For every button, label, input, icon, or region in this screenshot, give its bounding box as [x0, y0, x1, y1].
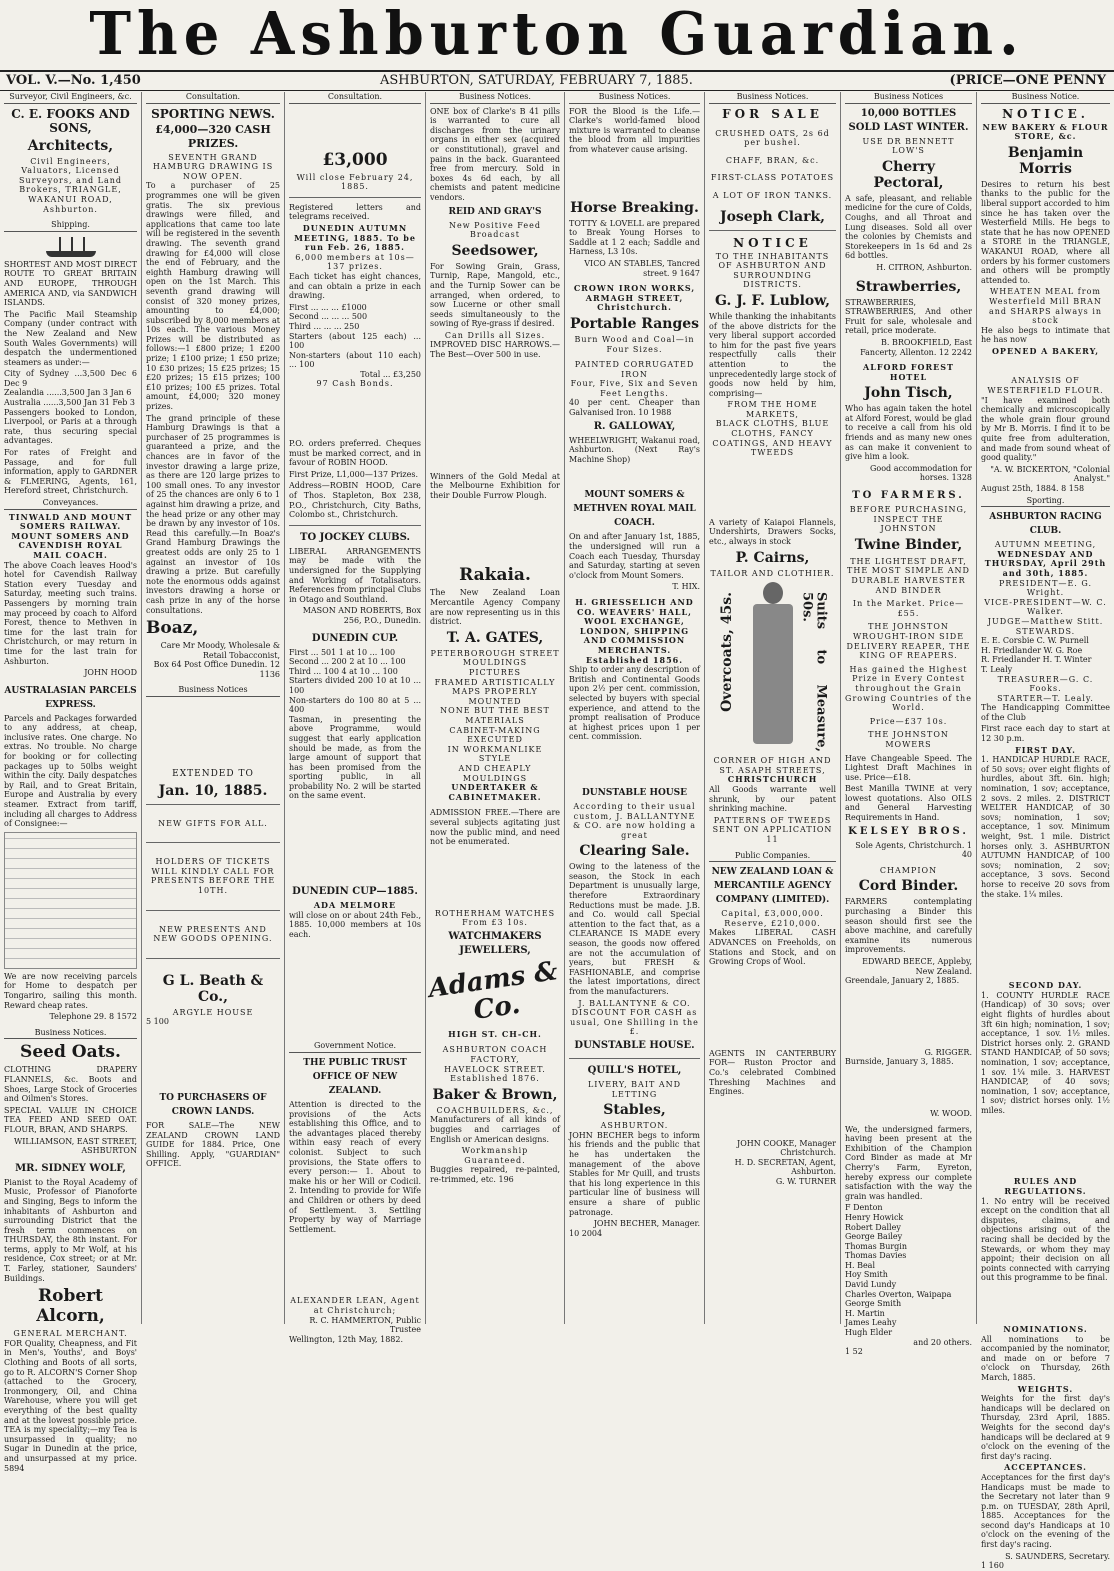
highest-prize: Has gained the Highest Prize in Every Contest throughout the Grain Growing Countries of the World. — [845, 664, 972, 713]
autumn-meeting: AUTUMN MEETING, — [994, 540, 1097, 550]
lublow-name: G. J. F. Lublow, — [714, 292, 831, 309]
suits-price: Suits to Measure, 50s. — [799, 592, 829, 753]
greendale-date: Greendale, January 2, 1885. — [845, 976, 960, 986]
baker-sub: COACHBUILDERS, &c., — [436, 1105, 554, 1115]
gates-line: MOULDINGS — [462, 773, 528, 783]
meeting-dates: WEDNESDAY AND THURSDAY, April 29th and 30th, 1885. — [984, 548, 1107, 578]
farmer-name: James Leahy — [845, 1318, 897, 1328]
trust-body: Attention is directed to the provisions of the Acts establishing this Office, and to the advantages placed thereby within easy reach of every colonist. Subject to such provisions, the State offers to every person:— 1. About to make his or her Will or Codicil. 2. Intending to provide for Wife and Children or others by deed of Settlement. 3. Settling Property by way of Marriage Settlement. — [289, 1100, 421, 1234]
ad-number: 1 160 — [981, 1561, 1004, 1571]
rules-head: RULES AND REGULATIONS. — [1004, 1176, 1087, 1197]
farmer-name: George Smith — [845, 1299, 902, 1309]
handicapping: The Handicapping Committee of the Club — [981, 703, 1110, 722]
new-gifts: NEW GIFTS FOR ALL. — [158, 818, 268, 828]
cup-table-row: Starters divided 200 10 at 10 ... 100 — [289, 676, 421, 695]
reid-sub: New Positive Feed Broadcast — [449, 220, 541, 240]
seedsower: Seedsower, — [451, 242, 539, 259]
steward-row: H. Friedlander W. G. Roe — [981, 645, 1083, 655]
citron: H. CITRON, Ashburton. — [876, 262, 972, 272]
strawberries-body: STRAWBERRIES, STRAWBERRIES, And other Fruit for sale, wholesale and retail, price moderate. — [845, 297, 972, 336]
alcorn-sub: GENERAL MERCHANT. — [13, 1329, 128, 1339]
wolf-name: MR. SIDNEY WOLF, — [15, 1162, 126, 1174]
vice-president: VICE-PRESIDENT—W. C. Walker. — [984, 597, 1107, 617]
bottles-sold: 10,000 BOTTLES SOLD LAST WINTER. — [848, 107, 969, 133]
clarke-pills: ONE box of Clarke's B 41 pills is warranted to cure all discharges from the urinary organs in either sex (acquired or constitutional), gravel and pains in the back. Guaranteed free from mercury. Sold in boxes 4s 6d each, by all chemists and patent medicine vendors. — [430, 106, 560, 202]
adams-logo: Adams & Co. — [426, 956, 560, 1026]
lean-agent: ALEXANDER LEAN, Agent at Christchurch; — [290, 1296, 420, 1315]
kelsey-sub: Sole Agents, Christchurch. 1 40 — [855, 840, 972, 860]
boaz-sub: Care Mr Moody, Wholesale & Retail Tobacconist, — [160, 641, 280, 660]
volume-number: VOL. V.—No. 1,450 — [6, 73, 141, 88]
first-day: FIRST DAY. — [1015, 744, 1076, 755]
ad-number: 10 2004 — [569, 1228, 603, 1238]
president: PRESIDENT—E. G. Wright. — [998, 578, 1093, 598]
before-purchasing: BEFORE PURCHASING, INSPECT THE JOHNSTON — [849, 505, 968, 534]
strawberries: Strawberries, — [855, 278, 962, 295]
dunstable-body: According to their usual custom, J. BALLANTYNE & CO. are now holding a great — [573, 801, 696, 840]
business-head: Business Notices. — [4, 1028, 137, 1040]
farmer-name: H. Martin — [845, 1308, 885, 1318]
parcels-head: AUSTRALASIAN PARCELS EXPRESS. — [4, 685, 137, 710]
workmanship: Workmanship Guaranteed. — [461, 1146, 529, 1165]
fooks-subtitle: Architects, — [27, 137, 114, 154]
vico-stables: VICO AN STABLES, Tancred street. 9 1647 — [584, 258, 700, 278]
baker-brown: Baker & Brown, — [432, 1086, 558, 1103]
john-cooke: JOHN COOKE, Manager Christchurch. — [737, 1138, 836, 1158]
clothing-note: CLOTHING DRAPERY FLANNELS, &c. Boots and Shoes, Large Stock of Groceries and Oilmen's Stores. — [4, 1065, 137, 1104]
pacific-mail: The Pacific Mail Steamship Company (under contract with the New Zealand and New South Wales Governments) will despatch the undermentioned steamers as under:— — [4, 309, 137, 367]
jockey-clubs: TO JOCKEY CLUBS. — [300, 531, 410, 543]
lightest-draft: THE LIGHTEST DRAFT, THE MOST SIMPLE AND DURABLE HARVESTER AND BINDER — [847, 556, 970, 595]
public-cos-head: Public Companies. — [709, 851, 836, 863]
sporting-news: SPORTING NEWS. — [151, 106, 275, 121]
dateline — [0, 70, 1114, 91]
racing-club: ASHBURTON RACING CLUB. — [989, 512, 1102, 537]
liberal-arrangements: LIBERAL ARRANGEMENTS may be made with the undersigned for the Supplying and Working of Totalisators. References from principal Clubs in Otago and Southland. — [289, 546, 421, 604]
cash-prizes: £4,000—320 CASH PRIZES. — [155, 122, 271, 150]
farmer-name: H. Beal — [845, 1260, 876, 1270]
price: (PRICE—ONE PENNY — [949, 73, 1106, 88]
members-note: 6,000 members at 10s—137 prizes. — [295, 252, 415, 272]
burnside-date: Burnside, January 3, 1885. — [845, 1057, 954, 1067]
hood-signature: JOHN HOOD — [84, 668, 137, 678]
fooks-body: Civil Engineers, Valuators, Licensed Surveyors, and Land Brokers, TRIANGLE, WAKANUI ROAD, Ashburton. — [18, 156, 122, 214]
griesselich: H. GRIESSELICH AND CO. WEAVERS' HALL, WOOL EXCHANGE, LONDON, SHIPPING AND COMMISSION MERCHANTS. Established 1856. — [575, 597, 694, 665]
beath-name: G L. Beath & Co., — [162, 972, 264, 1005]
wheaten-meal: WHEATEN MEAL from Westerfield Mill BRAN and SHARPS always in stock — [988, 287, 1103, 326]
extended-date: Jan. 10, 1885. — [158, 782, 268, 799]
each-ticket: Each ticket has eight chances, and can obtain a prize in each drawing. — [289, 271, 421, 301]
acceptances-head: ACCEPTANCES. — [1004, 1462, 1087, 1473]
extended-to: EXTENDED TO — [172, 769, 254, 780]
notice: NOTICE. — [1002, 106, 1089, 121]
becher-signature: JOHN BECHER, Manager. — [593, 1219, 700, 1229]
shortest-route: SHORTEST AND MOST DIRECT ROUTE TO GREAT BRITAIN AND EUROPE, THROUGH AMERICA AND, via SANDWICH ISLANDS. — [4, 259, 137, 308]
gates-line: AND CHEAPLY — [458, 763, 532, 773]
baker-body: Manufacturers of all kinds of buggies and carriages of English or American designs. — [430, 1115, 560, 1144]
discount: DISCOUNT FOR CASH as usual, One Shilling in the £. — [570, 1008, 699, 1037]
treasurer: TREASURER—G. C. Fooks. — [997, 674, 1094, 694]
signed-testimonial: We, the undersigned farmers, having been present at the Exhibition of the Champion Cord Binder as made at Mr Cherry's Farm, Eyreton, hereby express our complete satisfaction with the way the grain was handled. — [845, 1124, 972, 1201]
cup-row: Total ... £3,250 — [360, 369, 421, 379]
rigger-signature: G. RIGGER. — [924, 1047, 972, 1057]
winners-note: Winners of the Gold Medal at the Melbourne Exhibition for their Double Furrow Plough. — [430, 471, 560, 500]
to-inhabitants: TO THE INHABITANTS OF ASHBURTON AND SURROUNDING DISTRICTS. — [715, 251, 830, 290]
patterns: PATTERNS OF TWEEDS SENT ON APPLICATION 11 — [712, 815, 833, 844]
turner: G. W. TURNER — [775, 1177, 836, 1187]
cup-row: Non-starters (about 110 each) ... 100 — [289, 350, 421, 370]
mount-somers-coach: MOUNT SOMERS & METHVEN ROYAL MAIL COACH. — [573, 490, 696, 529]
griesselich-body: Ship to order any description of British and Continental Goods upon 2½ per cent. commission, selected by buyers with special experience, and attend to the prompt realisation of Produce at highest prices upon 1 per cent. commission. — [569, 665, 700, 742]
section-head: Consultation. — [146, 92, 280, 104]
portable-sub: Burn Wood and Coal—in Four Sizes. — [574, 334, 695, 354]
column-5 — [564, 92, 704, 1324]
column-8 — [976, 92, 1114, 1571]
home-markets: FROM THE HOME MARKETS, — [727, 400, 818, 419]
price-reaper: Price—£37 10s. — [869, 716, 948, 726]
farmer-name: Henry Howick — [845, 1212, 904, 1222]
tinwald-head: TINWALD AND MOUNT SOMERS RAILWAY. — [8, 511, 133, 532]
races-day-1: 1. HANDICAP HURDLE RACE, of 50 sovs; over eight flights of hurdles, about 3ft. 6in. high; nomination, 1 sov; acceptance, 2 sovs. 2 miles. 2. DISTRICT WELTER HANDICAP, of 30 sovs; nomination, 1 sov; acceptance, 1 sov. Minimum weight, 9st. 1 mile. District horses only. 3. ASHBURTON AUTUMN HANDICAP, of 100 sovs; nomination, 2 sov; acceptance, 3 sovs. Second horse to receive 20 sovs from the stake. 1¼ miles. — [981, 755, 1110, 899]
tariff-note: We are now receiving parcels for Home to despatch per Tongariro, sailing this month. Reward cheap rates. — [4, 971, 137, 1010]
champion: CHAMPION — [879, 865, 938, 875]
coat-illustration — [718, 582, 829, 753]
steamer-row: Zealandia ......3,500 Jan 3 Jan 6 — [4, 388, 132, 398]
wolf-body: Pianist to the Royal Academy of Music, Professor of Pianoforte and Singing, Begs to inform the inhabitants of Ashburton and surrounding District that the fresh term commences on THURSDAY, the 8th instant. For terms, apply to Mr Wolf, at his residence, Cox street; or at Mr. T. Farley, stationer, Saunders' Buildings. — [4, 1177, 137, 1283]
saunders-signature: S. SAUNDERS, Secretary. — [1005, 1551, 1110, 1561]
gates-line: MAPS PROPERLY MOUNTED — [452, 687, 538, 706]
steamer-row: Australia ......3,500 Jan 31 Feb 3 — [4, 398, 135, 408]
gates-line: CABINET-MAKING EXECUTED — [449, 725, 541, 745]
totty-lovell: TOTTY & LOVELL are prepared to Break Young Horses to Saddle at 1 2 each; Saddle and Harness, L3 10s. — [569, 218, 700, 257]
column-4 — [425, 92, 564, 1324]
nominations-body: All nominations to be accompanied by the nominator, and made on or before 7 o'clock on Thursday, 26th March, 1885. — [981, 1334, 1110, 1382]
benjamin-morris: Benjamin Morris — [1007, 144, 1084, 177]
lublow-body: While thanking the inhabitants of the above districts for the very liberal support accorded to him for the past five years respectfully calls their attention to the unprecedentedly large stock of goods now held by him, comprising— — [709, 311, 836, 398]
fooks-title: C. E. FOOKS AND SONS, — [11, 106, 130, 135]
buggies: Buggies repaired, re-painted, re-trimmed, etc. 196 — [430, 1165, 560, 1184]
starter: STARTER—T. Lealy. — [997, 693, 1094, 703]
hamburg-head: SEVENTH GRAND HAMBURG DRAWING IS NOW OPEN. — [152, 152, 274, 181]
johnston-mowers: THE JOHNSTON MOWERS — [868, 730, 949, 749]
masthead-title: The Ashburton Guardian. — [89, 0, 1025, 69]
crown-iron: CROWN IRON WORKS, ARMAGH STREET, Christchurch. — [573, 283, 696, 313]
alcorn-name: Robert Alcorn, — [36, 1286, 105, 1327]
clarke-blood: FOR the Blood is the Life.—Clarke's world-famed blood mixture is warranted to cleanse the blood from all impurities from whatever cause arising. — [569, 106, 700, 154]
tasman-note: Tasman, in presenting the above Programme, would suggest that early application should be made, as from the large amount of support that has been promised from the sporting public, in all probability No. 2 will be started on the same event. — [289, 714, 421, 801]
closes-date: Will close February 24, 1885. — [296, 172, 414, 192]
admission-free: ADMISSION FREE.—There are several subjects agitating just now the public mind, and need not be enumerated. — [430, 808, 560, 847]
stewards-head: STEWARDS. — [1015, 626, 1076, 636]
corrugated-sub: Four, Five, Six and Seven Feet Lengths. — [570, 379, 699, 398]
beath-sub: ARGYLE HOUSE — [172, 1007, 254, 1017]
twine-binder: Twine Binder, — [854, 536, 963, 553]
reid-body: For Sowing Grain, Grass, Turnip, Rape, Mangold, etc., and the Turnip Sower can be arranged, when ordered, to sow Lucerne or other small seeds simultaneously to the sowing of Rye-grass if desired. — [430, 261, 560, 329]
corrugated: PAINTED CORRUGATED IRON — [574, 360, 695, 379]
cup-row: Starters (about 125 each) ... 100 — [289, 331, 421, 351]
hix: T. HIX. — [672, 582, 700, 592]
chaff-bran: CHAFF, BRAN, &c. — [725, 155, 820, 165]
horse-breaking: Horse Breaking. — [570, 199, 699, 216]
first-race: First race each day to start at 12 30 p.m. — [981, 724, 1110, 744]
gates-line: PICTURES — [468, 668, 522, 677]
stables: Stables, — [603, 1102, 666, 1119]
gates-line: NONE BUT THE BEST MATERIALS — [440, 706, 550, 725]
cup-table-row: Third ... 100 4 at 10 ... 100 — [289, 666, 398, 676]
steward-row: R. Friedlander H. T. Winter — [981, 655, 1092, 665]
farmer-name: F Denton — [845, 1203, 883, 1213]
farmer-name: Robert Dalley — [845, 1222, 901, 1232]
wellington-date: Wellington, 12th May, 1882. — [289, 1334, 404, 1344]
section-head: Business Notices. — [430, 92, 560, 104]
farmer-name: Charles Overton, Waipapa — [845, 1289, 952, 1299]
cup-row: First ... ... ... £1000 — [289, 302, 367, 312]
corner-streets: CORNER OF HIGH AND ST. ASAPH STREETS, — [713, 756, 832, 775]
shrunk-note: All Goods warrante well shrunk, by our patent shrinking machine. — [709, 785, 836, 814]
business-head: Business Notices — [146, 685, 280, 697]
dunedin-autumn: DUNEDIN AUTUMN MEETING, 1885. To be run Feb. 26, 1885. — [294, 222, 416, 253]
passengers-note: Passengers booked to London, Liverpool, or Paris at a through rate, thus securing special advantages. — [4, 407, 137, 446]
gates-name: T. A. GATES, — [446, 629, 544, 646]
august-date: August 25th, 1884. 8 158 — [981, 484, 1085, 493]
column-1 — [0, 92, 141, 1473]
good-accommodation: Good accommodation for horses. 1328 — [870, 463, 972, 483]
coach-factory: ASHBURTON COACH FACTORY, — [442, 1045, 548, 1065]
portable-ranges: Portable Ranges — [569, 315, 700, 332]
column-3 — [284, 92, 425, 1344]
farmer-name: Thomas Davies — [845, 1251, 907, 1261]
parcels-body: Parcels and Packages forwarded to any address, at cheap, inclusive rates. One charge. No extras. No trouble. No charge for booking or for collecting packages up to 50lbs weight within the city. Daily despatches by Rail, and to Great Britain, Europe and Australia by every steamer. Extract from tariff, including all charges to Address of Consignee:— — [4, 713, 137, 829]
crushed-oats: CRUSHED OATS, 2s 6d per bushel. — [715, 128, 830, 148]
tariff-table — [4, 832, 137, 969]
new-presents: NEW PRESENTS AND NEW GOODS OPENING. — [153, 924, 273, 944]
cherry-body: A safe, pleasant, and reliable medicine for the cure of Colds, Coughs, and all Throat and Lung diseases. Sold all over the colonies by Chemists and Storekeepers in 1s 6d and 2s 6d bottles. — [845, 193, 972, 261]
weights-body: Weights for the first day's handicaps will be declared on Thursday, 23rd April, 1885. Weights for the second day's handicaps will be declared at 9 o'clock on the evening of the first day's racing. — [981, 1394, 1110, 1461]
seed-oats: Seed Oats. — [20, 1042, 121, 1063]
rakaia: Rakaia. — [459, 565, 531, 586]
farmer-name: George Bailey — [845, 1232, 903, 1242]
cheaper: 40 per cent. Cheaper than Galvanised Iron. 10 1988 — [569, 398, 700, 418]
secretan: H. D. SECRETAN, Agent, Ashburton. — [734, 1157, 836, 1177]
prize-amount: £3,000 — [322, 149, 388, 170]
coach-body: On and after January 1st, 1885, the undersigned will run a Coach each Tuesday, Thursday and Saturday, starting at seven o'clock from Mount Somers. — [569, 532, 700, 580]
iron-tanks: A LOT OF IRON TANKS. — [712, 190, 833, 200]
kelsey-bros: KELSEY BROS. — [848, 825, 969, 837]
improved-harrows: IMPROVED DISC HARROWS.—The Best—Over 500 in use. — [430, 340, 560, 360]
section-head: Surveyor, Civil Engineers, &c. — [4, 92, 137, 104]
govt-head: Government Notice. — [289, 1041, 421, 1053]
gates-line: MOULDINGS — [462, 658, 528, 668]
christchurch: CHRISTCHURCH — [727, 774, 818, 785]
gates-line: FRAMED ARTISTICALLY — [434, 677, 556, 687]
and-others: and 20 others. — [913, 1337, 972, 1347]
for-sale: FOR SALE — [722, 106, 823, 121]
special-value: SPECIAL VALUE IN CHOICE TEA FEED AND SEED OAT. FLOUR, BRAN, AND SHARPS. — [4, 1105, 137, 1134]
cup-table-row: First ... 501 1 at 10 ... 100 — [289, 647, 396, 657]
reid-gray: REID AND GRAY'S — [448, 206, 542, 217]
robin-hood-address: Address—ROBIN HOOD, Care of Thos. Stapleton, Box 238, P.O., Christchurch, City Baths, Colombo st., Christchurch. — [289, 481, 421, 520]
dunstable-house-2: DUNSTABLE HOUSE. — [574, 1039, 695, 1051]
cup-row: Third ... ... ... 250 — [289, 321, 360, 331]
capital: Capital, £3,000,000. Reserve, £210,000. — [721, 909, 824, 928]
agents-canterbury: AGENTS IN CANTERBURY FOR— Ruston Proctor and Co.'s celebrated Combined Threshing Machines and Engines. — [709, 1048, 836, 1097]
wrought-iron-reaper: THE JOHNSTON WROUGHT-IRON SIDE DELIVERY REAPER, THE KING OF REAPERS. — [846, 622, 971, 661]
havelock: HAVELOCK STREET. Established 1876. — [444, 1064, 546, 1084]
john-tisch: John Tisch, — [864, 385, 953, 402]
mount-somers-head: MOUNT SOMERS AND CAVENDISH ROYAL MAIL COACH. — [11, 530, 130, 560]
first-prize: First Prize, L1,000—137 Prizes. — [289, 469, 418, 479]
galloway-sub: WHEELWRIGHT, Wakanui road, Ashburton. (Next Ray's Machine Shop) — [569, 435, 700, 464]
price-binder: In the Market. Price—£55. — [852, 599, 965, 618]
notice: NOTICE — [733, 235, 812, 250]
weights-head: WEIGHTS. — [1017, 1383, 1074, 1394]
second-day: SECOND DAY. — [1008, 980, 1083, 991]
morris-body: Desires to return his best thanks to the public for the liberal support accorded to him since he has taken over the Westerfield Mills. He begs to state that he has now OPENED a STORE in the TRIANGLE, WAKANUI ROAD, where all orders by his former customers and others will be promptly attended to. — [981, 179, 1110, 285]
rotherham-watches: ROTHERHAM WATCHES From £3 10s. — [434, 908, 556, 928]
judge: JUDGE—Matthew Stitt. — [987, 616, 1104, 626]
alford-forest: ALFORD FOREST HOTEL — [863, 362, 954, 382]
rakaia-body: The New Zealand Loan Mercantile Agency Company are now representing us in this district. — [430, 588, 560, 627]
tisch-body: Who has again taken the hotel at Alford Forest, would be glad to receive a call from his old friends and as many new ones as can make it convenient to give him a look. — [845, 404, 972, 462]
bickerton: "A. W. BICKERTON, "Colonial Analyst." — [990, 464, 1110, 484]
ad-number: 1 52 — [845, 1347, 863, 1357]
manilla-twine: Best Manilla TWINE at very lowest quotations. Also OILS and General Harvesting Requirements in Hand. — [845, 784, 972, 823]
shipping-head: Shipping. — [4, 220, 137, 232]
section-head: Business Notice. — [981, 92, 1110, 104]
conveyances-head: Conveyances. — [4, 498, 137, 510]
boaz-name: Boaz, — [146, 618, 199, 639]
cup-table-row: Second ... 200 2 at 10 ... 100 — [289, 657, 406, 667]
dunedin-cup: DUNEDIN CUP. — [311, 632, 399, 644]
clearing-body: Owing to the lateness of the season, the Stock in each Department is unusually large, therefore Extraordinary Reductions must be made. J.B. and Co. would call Special attention to the fact that, as a CLEARANCE IS MADE every season, the goods now offered are not the accumulation of years, but FRESH & FASHIONABLE, and comprise the latest importations, direct from the manufacturers. — [569, 862, 700, 996]
nz-loan-body: Makes LIBERAL CASH ADVANCES on Freeholds, on Stations and Stock, and on Growing Crops of Wool. — [709, 928, 836, 967]
cairns-name: P. Cairns, — [735, 549, 810, 566]
gates-line: IN WORKMANLIKE STYLE — [447, 744, 543, 764]
analysis-body: "I have examined both chemically and microscopically the whole grain flour ground by Mr B. Morris. I find it to be quite free from adulteration, and made from sound wheat of good quality." — [981, 395, 1110, 463]
races-day-2: 1. COUNTY HURDLE RACE (Handicap) of 30 sovs; over eight flights of hurdles about 3ft 6in high; nomination, 1 sov; acceptance, 1 sov. 1½ miles. District horses only. 2. GRAND STAND HANDICAP, of 50 sovs; nomination, 1 sov; acceptance, 1 sov. 1¼ mile. 3. HARVEST HANDICAP, of 40 sovs; nomination, 1 sov; acceptance, 1 sov; district horses only. 1½ miles. — [981, 990, 1110, 1115]
becher-body: JOHN BECHER begs to inform his friends and the public that he has undertaken the management of the above Stables for Mr Quill, and trusts that his long experience in this particular line of business will ensure a share of public patronage. — [569, 1130, 700, 1217]
livery: LIVERY, BAIT AND LETTING — [587, 1079, 682, 1099]
dunstable-house: DUNSTABLE HOUSE — [581, 787, 688, 798]
column-7 — [840, 92, 976, 1357]
cash-bonds: 97 Cash Bonds. — [316, 379, 394, 389]
rules-body: 1. No entry will be received except on the condition that all disputes, claims, and objections arising out of the racing shall be decided by the Stewards, or whom they may appoint; their decision on all points connected with carrying out this programme to be final. — [981, 1196, 1110, 1283]
steward-row: T. Lealy — [981, 664, 1013, 674]
dunedin-cup-2: DUNEDIN CUP—1885. — [292, 886, 418, 898]
hamburg-rules: The grand principle of these Hamburg Drawings is that a purchaser of 25 programmes is guaranteed a prize, and the chances are in favor of the investor drawing a large prize, as there are 120 large prizes to 100 small ones. To any investor of 25 the chances are only 6 to 1 against him drawing a prize, and the head prize or any other may be drawn by any investor of 10s. Read this carefully.—In Boaz's Grand Hamburg Drawings the greatest odds are only 25 to 1 against an investor of 10s drawing a prize. But carefully note the enormous odds against investors drawing a horse or cash prize in any of the horse consultations. — [146, 413, 280, 615]
gates-line: PETERBOROUGH STREET — [430, 648, 560, 658]
section-head: Business Notices — [845, 92, 972, 104]
crown-lands-head: TO PURCHASERS OF CROWN LANDS. — [159, 1093, 267, 1117]
section-head: Business Notices. — [709, 92, 836, 104]
adams-address: HIGH ST. CH-CH. — [448, 1028, 542, 1039]
undertaker: UNDERTAKER & CABINETMAKER. — [448, 782, 542, 802]
black-cloths: BLACK CLOTHS, BLUE CLOTHS, FANCY COATINGS, AND HEAVY TWEEDS — [712, 419, 833, 458]
section-head: Consultation. — [289, 92, 421, 104]
use-dr: USE DR BENNETT LOW'S — [862, 136, 955, 156]
hamburg-body: To a purchaser of 25 programmes one will be given gratis. The six previous drawings were filled, and applications that came too late will be registered in the seventh drawing. The seventh grand drawing for £4,000 will close the end of February, and the eighth Hamburg drawing will open on the 1st March. This seventh grand drawing will consist of 320 money prizes, amounting to £4,000; subscribed by 8,000 members at 10s each. The various Money Prizes will be distributed as follows:—1 £800 prize; 1 £200 prize; 1 £100 prize; 1 £50 prize; 10 £30 prizes; 15 £25 prizes; 15 £20 prizes; 15 £15 prizes; 100 £10 prizes; 100 £5 prizes. Total amount, £4,000; 320 money prizes. — [146, 181, 280, 412]
public-trust: THE PUBLIC TRUST OFFICE OF NEW ZEALAND. — [303, 1058, 407, 1097]
to-farmers: TO FARMERS. — [852, 490, 965, 502]
acceptances-body: Acceptances for the first day's Handicaps must be made to the Secretary not later than 9 p.m. on TUESDAY, 28th April, 1885. Acceptances for the second day's Handicaps at 10 o'clock on the evening of the first day's racing. — [981, 1472, 1110, 1550]
steamship-icon — [41, 235, 101, 257]
hammerton: R. C. HAMMERTON, Public Trustee — [309, 1315, 421, 1335]
mason-roberts: MASON AND ROBERTS, Box 256, P.O., Dunedin. — [302, 606, 421, 625]
beece-signature: EDWARD BEECE, Appleby, New Zealand. — [862, 957, 972, 976]
brookfield: B. BROOKFIELD, East Fancerty, Allenton. 12 2242 — [860, 337, 972, 357]
joseph-clark: Joseph Clark, — [719, 208, 826, 225]
also-note: He also begs to intimate that he has now — [981, 325, 1110, 345]
place-date: ASHBURTON, SATURDAY, FEBRUARY 7, 1885. — [380, 73, 693, 88]
cup-row: Second ... ... ... 500 — [289, 312, 368, 322]
opened-bakery: OPENED A BAKERY, — [991, 345, 1100, 356]
galloway: R. GALLOWAY, — [593, 420, 676, 432]
ashburton: ASHBURTON. — [600, 1121, 669, 1131]
mowers-body: Have Changeable Speed. The Lightest Draft Machines in use. Price—£18. — [845, 753, 972, 782]
cord-binder: Cord Binder. — [858, 878, 959, 895]
cherry-pectoral: Cherry Pectoral, — [873, 158, 944, 191]
section-head: Business Notices. — [569, 92, 700, 104]
nominations-head: NOMINATIONS. — [1003, 1324, 1088, 1334]
quills-hotel: QUILL'S HOTEL, — [587, 1064, 682, 1076]
farmer-name: Thomas Burgin — [845, 1241, 907, 1251]
new-bakery: NEW BAKERY & FLOUR STORE, &c. — [982, 121, 1109, 142]
crown-lands-body: FOR SALE—The NEW ZEALAND CROWN LAND GUIDE for 1884. Price, One Shilling. Apply, "GUARDIAN" OFFICE. — [146, 1121, 280, 1169]
can-drills: Can Drills all Sizes. — [444, 330, 546, 340]
ballantyne: J. BALLANTYNE & CO. — [578, 998, 691, 1008]
steamer-row: City of Sydney ...3,500 Dec 6 Dec 9 — [4, 369, 137, 388]
analysis-head: ANALYSIS OF WESTERFIELD FLOUR. — [987, 376, 1104, 396]
freight-note: For rates of Freight and Passage, and for full information, apply to GARDNER & FLMERING, Agents, 161, Hereford street, Christchurch. — [4, 448, 137, 496]
alcorn-body: FOR Quality, Cheapness, and Fit in Men's, Youths', and Boys' Clothing and Boots of all sorts, go to R. ALCORN'S Corner Shop (attached to the Grocery, Ironmongery, Oil, and China Warehouse, where you will get everything of the best quality and at the lowest possible price. TEA is my speciality;—my Tea is unsurpassed in quality; no Sugar in Dunedin at the price, and unsurpassed at my price. 5894 — [4, 1338, 137, 1473]
column-6 — [704, 92, 840, 1324]
postal-note: P.O. orders preferred. Cheques must be marked correct, and in favour of ROBIN HOOD. — [289, 439, 421, 468]
kaiapoi: A variety of Kaiapoi Flannels, Undershirts, Drawers Socks, etc., always in stock — [709, 517, 836, 547]
telephone: Telephone 29. 8 1572 — [49, 1012, 137, 1022]
potatoes: FIRST-CLASS POTATOES — [710, 173, 835, 183]
column-2 — [141, 92, 284, 1324]
clearing-sale: Clearing Sale. — [579, 843, 690, 860]
tailor: TAILOR AND CLOTHIER. — [710, 568, 835, 578]
ada-body: will close on or about 24th Feb., 1885. 10,000 members at 10s each. — [289, 910, 421, 939]
farmer-name: Hugh Elder — [845, 1328, 893, 1338]
cord-body: FARMERS contemplating purchasing a Binder this season should first see the above machine, and carefully examine its numerous improvements. — [845, 897, 972, 955]
sporting-head: Sporting. — [981, 496, 1110, 508]
cup-table-row: Non-starters do 100 80 at 5 ... 400 — [289, 695, 421, 715]
steward-row: E. E. Corsbie C. W. Purnell — [981, 636, 1089, 646]
farmer-name: Hoy Smith — [845, 1270, 888, 1280]
overcoats-price: Overcoats, 45s. — [718, 592, 735, 713]
boaz-address: Box 64 Post Office Dunedin. 12 1136 — [153, 660, 280, 679]
williamson: WILLIAMSON, EAST STREET, ASHBURTON — [14, 1136, 137, 1156]
wood-signature: W. WOOD. — [930, 1108, 972, 1118]
nz-loan: NEW ZEALAND LOAN & MERCANTILE AGENCY COMPANY (LIMITED). — [711, 867, 834, 906]
farmer-name: David Lundy — [845, 1280, 897, 1290]
coach-body: The above Coach leaves Hood's hotel for Cavendish Railway Station every Tuesday and Saturday, meeting such trains. Passengers by morning train may proceed by coach to Alford Forest, thence to Methven in time for the last train for Christchurch, or may return in time for the last train for Ashburton. — [4, 560, 137, 666]
holders-note: HOLDERS OF TICKETS WILL KINDLY CALL FOR PRESENTS BEFORE THE 10TH. — [150, 857, 276, 896]
beath-num: 5 100 — [146, 1017, 169, 1027]
registered-note: Registered letters and telegrams received. — [289, 202, 421, 222]
watchmakers: WATCHMAKERS JEWELLERS, — [448, 930, 542, 956]
ada-melmore: ADA MELMORE — [313, 900, 397, 911]
